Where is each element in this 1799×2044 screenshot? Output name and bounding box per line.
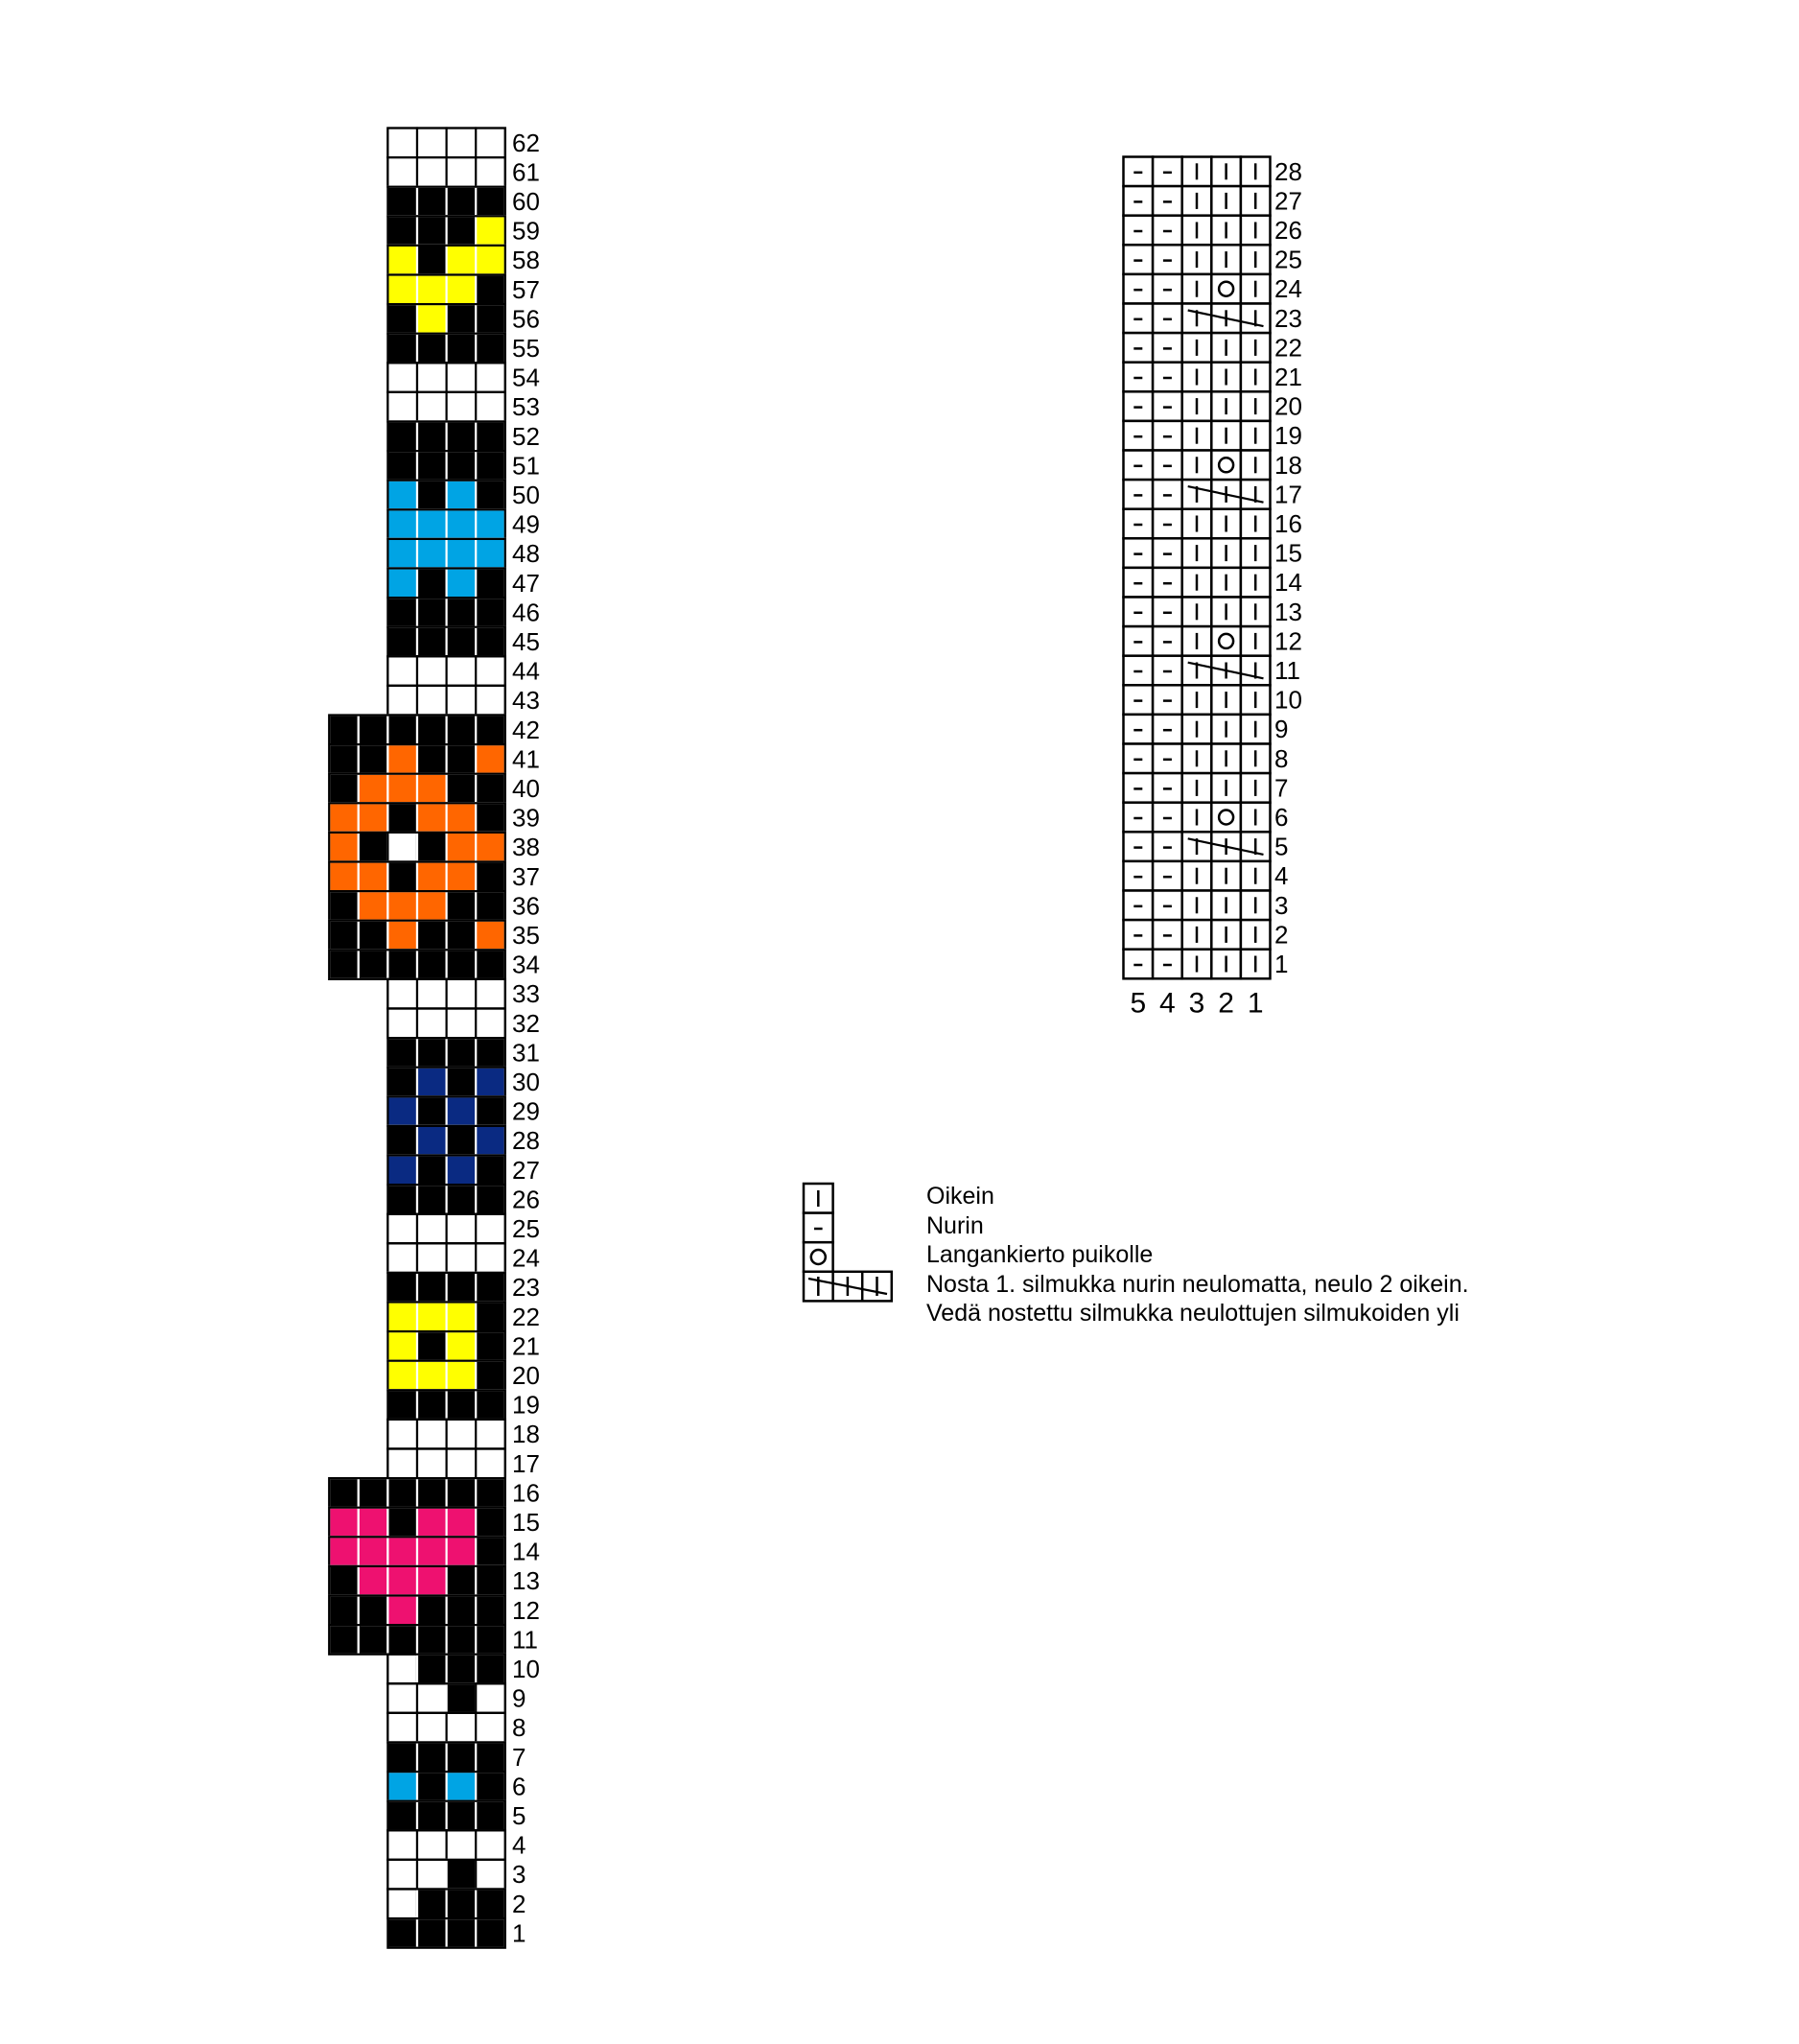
lace-row-number: 12	[1274, 626, 1302, 656]
row-number: 29	[512, 1096, 540, 1126]
lace-row-number: 16	[1274, 509, 1302, 538]
row-number: 7	[512, 1742, 526, 1772]
row-number: 54	[512, 363, 540, 392]
row-number: 50	[512, 481, 540, 509]
row-number: 11	[512, 1625, 538, 1655]
row-number: 53	[512, 392, 540, 422]
lace-row-number: 20	[1274, 391, 1302, 421]
legend-purl-label: Nurin	[926, 1211, 984, 1239]
row-number: 12	[512, 1595, 540, 1625]
row-number: 61	[512, 157, 540, 187]
row-number: 28	[512, 1126, 540, 1156]
row-number: 57	[512, 274, 540, 304]
lace-column-number: 5	[1130, 987, 1147, 1020]
lace-row-number: 6	[1274, 803, 1289, 832]
lace-column-number: 4	[1159, 987, 1176, 1020]
legend-yarn-over-cell	[804, 1242, 833, 1272]
row-number: 52	[512, 421, 540, 451]
row-number: 35	[512, 921, 540, 950]
lace-row-number: 21	[1274, 363, 1302, 391]
lace-row-number: 5	[1274, 832, 1289, 861]
lace-row-number: 10	[1274, 685, 1302, 715]
row-number: 25	[512, 1214, 540, 1243]
row-number: 40	[512, 774, 540, 803]
lace-row-number: 28	[1274, 156, 1302, 186]
row-number: 60	[512, 187, 540, 216]
lace-row-number: 3	[1274, 890, 1289, 920]
lace-column-number: 1	[1247, 987, 1264, 1020]
row-number: 45	[512, 627, 540, 656]
lace-row-number: 17	[1274, 480, 1302, 509]
row-number: 5	[512, 1801, 526, 1830]
row-number: 10	[512, 1655, 540, 1683]
legend-psso-label-line2: Vedä nostettu silmukka neulottujen silmukoiden yli	[926, 1300, 1460, 1327]
row-number: 13	[512, 1566, 540, 1596]
lace-column-number: 2	[1218, 987, 1234, 1020]
row-number: 41	[512, 744, 540, 774]
row-number: 19	[512, 1390, 540, 1420]
row-number: 22	[512, 1302, 540, 1331]
row-number: 44	[512, 656, 540, 686]
row-number: 6	[512, 1772, 526, 1801]
row-number: 33	[512, 979, 540, 1009]
row-number: 15	[512, 1508, 540, 1537]
row-number: 16	[512, 1478, 540, 1508]
row-number: 47	[512, 568, 540, 598]
row-number: 48	[512, 539, 540, 569]
row-number: 24	[512, 1243, 540, 1273]
row-number: 36	[512, 891, 540, 921]
row-number: 14	[512, 1537, 540, 1566]
lace-row-number: 14	[1274, 568, 1302, 598]
lace-row-number: 13	[1274, 597, 1302, 626]
row-number: 43	[512, 686, 540, 716]
lace-row-number: 24	[1274, 274, 1302, 304]
row-number: 27	[512, 1155, 540, 1185]
lace-row-number: 26	[1274, 216, 1302, 245]
row-number: 58	[512, 246, 540, 275]
row-number: 26	[512, 1185, 540, 1214]
legend-knit-label: Oikein	[926, 1183, 994, 1210]
row-number: 4	[512, 1830, 526, 1860]
row-number: 9	[512, 1683, 526, 1713]
lace-row-number: 23	[1274, 303, 1302, 333]
row-number: 2	[512, 1889, 526, 1918]
row-number: 62	[512, 128, 540, 157]
lace-row-number: 18	[1274, 450, 1302, 480]
row-number: 42	[512, 715, 540, 744]
row-number: 18	[512, 1420, 540, 1449]
lace-column-number: 3	[1188, 987, 1205, 1020]
lace-row-number: 11	[1274, 656, 1300, 685]
lace-row-number: 9	[1274, 715, 1289, 744]
row-number: 1	[512, 1918, 526, 1948]
row-number: 31	[512, 1038, 540, 1068]
row-number: 20	[512, 1361, 540, 1390]
row-number: 32	[512, 1008, 540, 1038]
lace-row-number: 4	[1274, 861, 1289, 891]
row-number: 23	[512, 1273, 540, 1303]
row-number: 30	[512, 1068, 540, 1096]
lace-row-number: 25	[1274, 245, 1302, 274]
row-number: 59	[512, 216, 540, 246]
row-number: 37	[512, 861, 540, 891]
lace-row-number: 1	[1274, 950, 1289, 978]
lace-row-number: 8	[1274, 743, 1289, 773]
row-number: 39	[512, 803, 540, 833]
lace-row-number: 15	[1274, 538, 1302, 568]
row-number: 34	[512, 950, 540, 979]
legend-yarn-over-label: Langankierto puikolle	[926, 1241, 1154, 1269]
row-number: 21	[512, 1331, 540, 1361]
row-number: 56	[512, 304, 540, 334]
legend-psso-label-line1: Nosta 1. silmukka nurin neulomatta, neulo 2 oikein.	[926, 1270, 1469, 1298]
row-number: 49	[512, 509, 540, 539]
row-number: 17	[512, 1448, 540, 1478]
lace-row-number: 27	[1274, 186, 1302, 216]
lace-row-number: 22	[1274, 333, 1302, 363]
row-number: 51	[512, 451, 540, 481]
row-number: 46	[512, 598, 540, 627]
lace-row-number: 19	[1274, 421, 1302, 451]
row-number: 3	[512, 1860, 526, 1890]
lace-row-number: 7	[1274, 773, 1289, 803]
row-number: 38	[512, 833, 540, 862]
row-number: 55	[512, 334, 540, 363]
row-number: 8	[512, 1713, 526, 1743]
lace-row-number: 2	[1274, 920, 1289, 950]
